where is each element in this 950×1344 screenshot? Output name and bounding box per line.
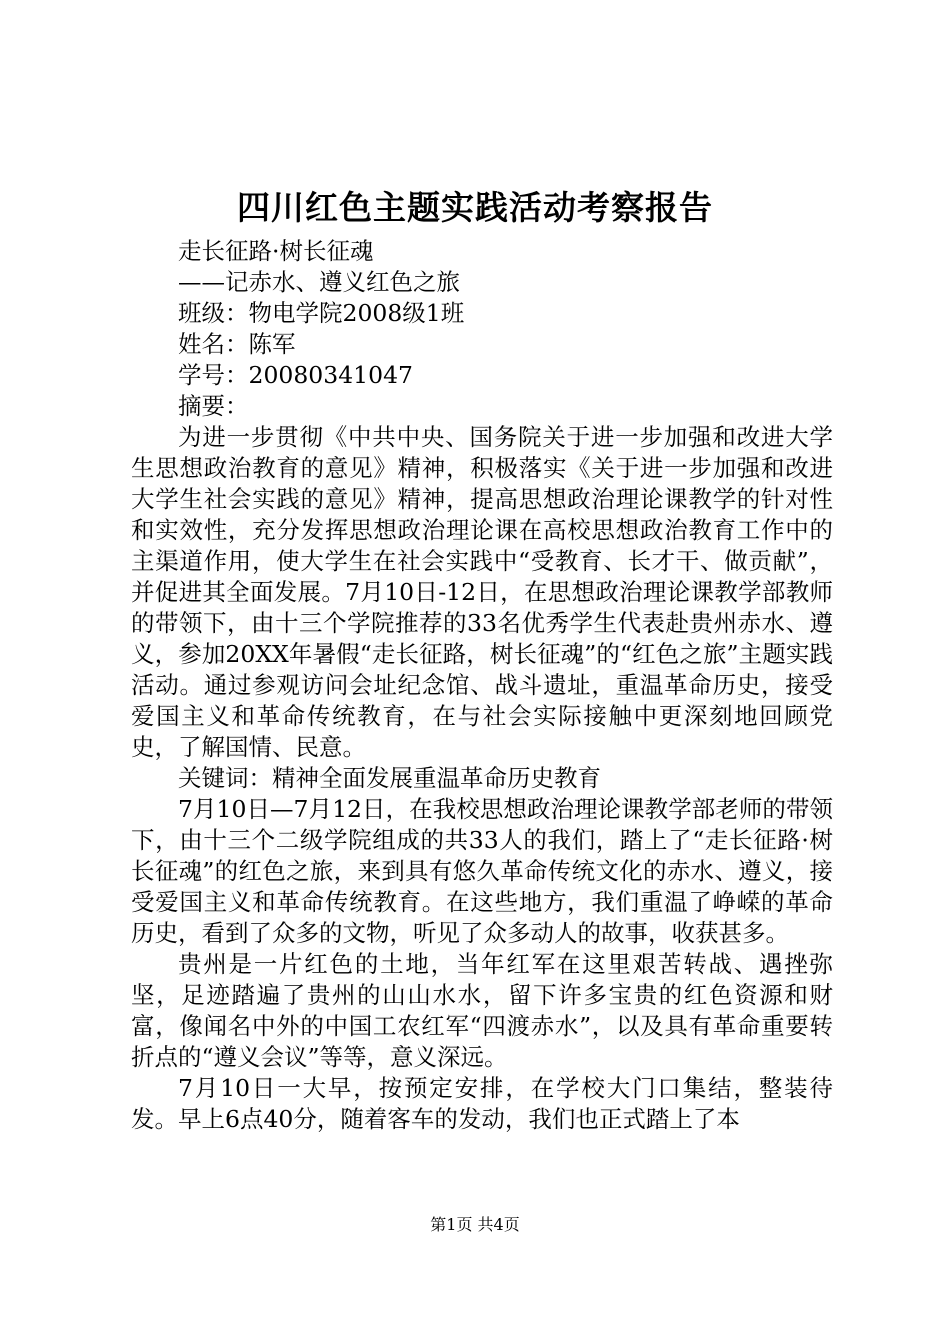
report-subtitle: 走长征路·树长征魂	[178, 237, 374, 265]
document-body	[131, 236, 833, 1135]
keywords-line: 关键词：精神全面发展重温革命历史教育	[178, 764, 601, 792]
document-title: 四川红色主题实践活动考察报告	[237, 188, 713, 227]
abstract-paragraph: 为进一步贯彻《中共中央、国务院关于进一步加强和改进大学生思想政治教育的意见》精神，积极落实《关于进一步加强和改进大学生社会实践的意见》精神，提高思想政治理论课教学的针对性和实效性，充分发挥思想政治理论课在高校思想政治教育工作中的主渠道作用，使大学生在社会实践中“受教育、长才干、做贡献”，并促进其全面发展。7月10日-12日，在思想政治理论课教学部教师的带领下，由十三个学院推荐的33名优秀学生代表赴贵州赤水、遵义，参加20XX年暑假“走长征路，树长征魂”的“红色之旅”主题实践活动。通过参观访问会址纪念馆、战斗遗址，重温革命历史，接受爱国主义和革命传统教育，在与社会实际接触中更深刻地回顾党史，了解国情、民意。	[131, 423, 833, 761]
body-paragraph-2: 贵州是一片红色的土地，当年红军在这里艰苦转战、遇挫弥坚，足迹踏遍了贵州的山山水水，留下许多宝贵的红色资源和财富，像闻名中外的中国工农红军“四渡赤水”，以及具有革命重要转折点的“遵义会议”等等，意义深远。	[131, 950, 833, 1071]
class-info: 班级：物电学院2008级1班	[178, 299, 465, 327]
body-paragraph-1: 7月10日—7月12日，在我校思想政治理论课教学部老师的带领下，由十三个二级学院组成的共33人的我们，踏上了“走长征路·树长征魂”的红色之旅，来到具有悠久革命传统文化的赤水、遵义，接受爱国主义和革命传统教育。在这些地方，我们重温了峥嵘的革命历史，看到了众多的文物，听见了众多动人的故事，收获甚多。	[131, 795, 833, 947]
report-sub-subtitle: ——记赤水、遵义红色之旅	[178, 268, 460, 296]
body-paragraph-3: 7月10日一大早，按预定安排，在学校大门口集结，整装待发。早上6点40分，随着客车的发动，我们也正式踏上了本	[131, 1074, 833, 1133]
author-name: 姓名：陈军	[178, 330, 296, 358]
page-footer: 第1页 共4页	[430, 1215, 520, 1234]
student-id: 学号：20080341047	[178, 361, 413, 389]
abstract-label: 摘要：	[178, 392, 249, 420]
